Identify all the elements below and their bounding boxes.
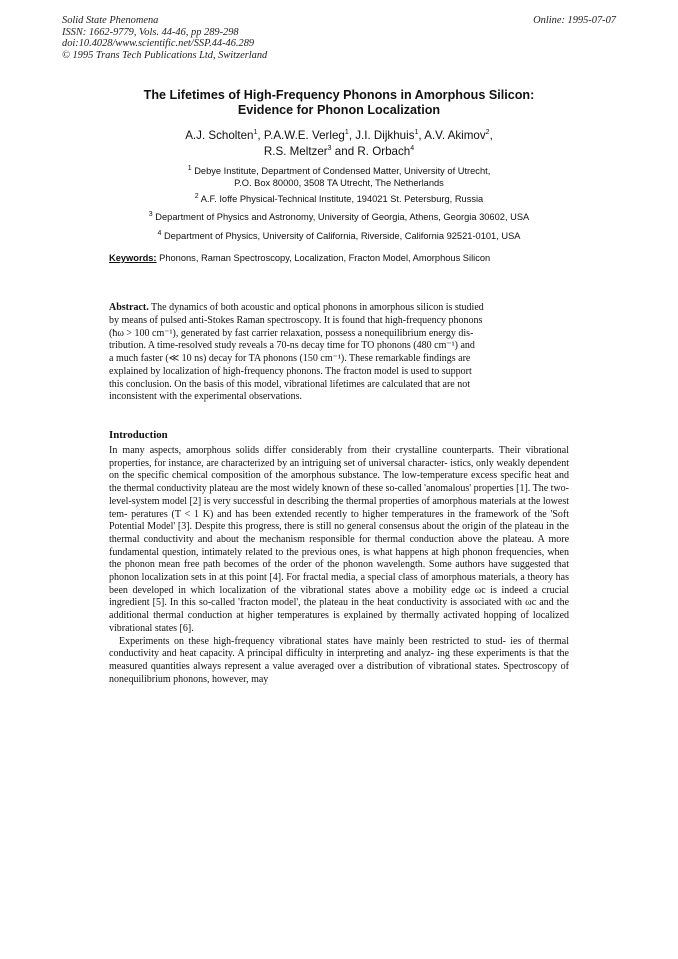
- affiliation-3: [80, 211, 598, 223]
- author-line-2: [100, 144, 578, 160]
- abstract-line: [109, 302, 569, 315]
- body-line: in the heat conductivity is associated with ωc and the additional thermal conduction at higher: [109, 597, 570, 622]
- body-line: mobility edge ωc is indeed a crucial ingredient [5]. In this so-called 'fracton model', the plateau: [109, 584, 570, 609]
- affiliation-text: Department of Physics and Astronomy, University of Georgia, Athens, Georgia 30602, USA: [155, 212, 530, 222]
- abstract-line: by means of pulsed anti-Stokes Raman spectroscopy. It is found that high-frequency phonons: [109, 314, 483, 326]
- affiliation-number: 4: [157, 229, 162, 237]
- author-affil-ref: 3: [327, 144, 332, 152]
- journal-name: Solid State Phenomena: [62, 15, 159, 26]
- abstract-label: Abstract.: [109, 302, 149, 313]
- keywords-text: Phonons, Raman Spectroscopy, Localization, Fracton Model, Amorphous Silicon: [159, 253, 491, 263]
- affiliation-number: 1: [187, 164, 192, 172]
- abstract-text: The dynamics of both acoustic and optical phonons in amorphous silicon is studied: [151, 302, 484, 313]
- affiliation-number: 3: [148, 210, 153, 218]
- keywords-label: Keywords:: [109, 253, 157, 263]
- abstract-line: inconsistent with the experimental observations.: [109, 391, 303, 403]
- body-line: In many aspects, amorphous solids differ considerably from their crystalline counterparts. Their: [109, 445, 521, 456]
- body-line: vibrational properties, for instance, are characterized by an intriguing set of universal character-: [109, 445, 570, 469]
- title-line-2: Evidence for Phonon Localization: [237, 103, 441, 117]
- section-heading-introduction: Introduction: [109, 429, 168, 441]
- author-affil-ref: 1: [414, 129, 419, 137]
- affiliation-text: Debye Institute, Department of Condensed Matter, University of Utrecht,: [194, 166, 491, 176]
- author-line-1: A.J. Scholten$^1$, P.A.W.E. Verleg$^1$, J.I. Dijkhuis$^1$, A.V. Akimov$^2$,: [185, 129, 493, 142]
- abstract-line: a much faster (≪ 10 ns) decay for TA phonons (150 cm⁻¹). These remarkable findings are: [109, 353, 471, 364]
- body-line: a distribution of vibrational states. Spectroscopy of nonequilibrium phonons, however, may: [109, 660, 570, 685]
- online-date: Online: 1995-07-07: [533, 15, 616, 26]
- affiliation-2: [80, 193, 598, 205]
- body-line: istics, only weakly dependent on the specific chemical composition of the amorphous substance.: [109, 457, 569, 482]
- title-line-1: The Lifetimes of High-Frequency Phonons in Amorphous Silicon:: [143, 88, 535, 102]
- affiliation-4: [80, 230, 598, 242]
- keywords: [109, 253, 490, 263]
- body-line: temperatures is explained by thermally activated hopping of localized vibrational states [6].: [109, 610, 570, 634]
- copyright-line: © 1995 Trans Tech Publications Ltd, Switzerland: [62, 49, 268, 61]
- affiliation-number: 2: [194, 192, 199, 200]
- abstract-line: this conclusion. On the basis of this model, vibrational lifetimes are calculated that are not: [109, 378, 471, 390]
- body-line: phonon localization sets in at this point [4]. For fractal media, a special class of amorphous: [109, 572, 476, 584]
- body-line: The low-temperature excess specific heat and the thermal conductivity plateau are the most: [109, 470, 569, 495]
- body-line: ies of thermal conductivity and heat capacity. A principal difficulty in interpreting and analyz-: [109, 635, 570, 660]
- doi-line[interactable]: doi:10.4028/www.scientific.net/SSP.44-46.289: [62, 38, 255, 50]
- affiliation-text: Department of Physics, University of California, Riverside, California 92521-0101, USA: [163, 231, 521, 241]
- affiliation-text: A.F. Ioffe Physical-Technical Institute, 194021 St. Petersburg, Russia: [200, 194, 484, 204]
- introduction-body: [109, 445, 569, 686]
- body-line: of the 'Soft Potential Model' [3]. Despite this progress, there is still no general consensus about: [109, 508, 569, 533]
- body-line: for thermal conduction above the plateau. A more fundamental question, intimately related: [109, 533, 570, 558]
- body-line: Experiments on these high-frequency vibrational states have mainly been restricted to stud-: [119, 635, 506, 647]
- abstract-line: tribution. A time-resolved study reveals a 70-ns decay time for TO phonons (480 cm⁻¹) and: [109, 340, 475, 352]
- author-name: A.J. Scholten: [185, 129, 254, 142]
- affiliation-line: P.O. Box 80000, 3508 TA Utrecht, The Netherlands: [234, 178, 444, 188]
- author-name: R. Orbach: [357, 144, 411, 158]
- author-conjunction: and: [334, 144, 355, 158]
- body-line: the origin of the plateau in the thermal conductivity and about the mechanism responsible: [109, 521, 569, 545]
- abstract-line: explained by localization of high-frequency phonons. The fracton model is used to support: [109, 365, 472, 377]
- author-name: P.A.W.E. Verleg: [263, 129, 345, 142]
- body-line: to the previous ones, is what happens at high phonon frequencies, when the phonon mean: [109, 546, 569, 571]
- author-name: R.S. Meltzer: [263, 144, 328, 158]
- author-affil-ref: 4: [410, 144, 415, 152]
- author-affil-ref: 1: [344, 129, 349, 137]
- introduction-paragraph-2: [109, 636, 569, 687]
- author-list: [100, 128, 578, 159]
- author-name: A.V. Akimov: [424, 129, 486, 142]
- introduction-paragraph-1: [109, 445, 569, 636]
- paper-title: [100, 88, 578, 118]
- body-line: peratures (T < 1 K) and has been extended recently to higher temperatures in the framework: [131, 508, 519, 520]
- body-line: very successful in describing the thermal properties of amorphous materials at the lowest tem-: [109, 495, 569, 520]
- author-name: J.I. Dijkhuis: [355, 129, 415, 142]
- affiliation-1: [80, 165, 598, 189]
- body-line: ing these experiments is that the measured quantities always represent a value averaged over: [109, 648, 569, 672]
- author-affil-ref: 1: [253, 129, 258, 137]
- abstract: [109, 302, 569, 404]
- body-line: widely known of these so-called 'anomalous' properties [1]. The two-level-system model [2] is: [109, 483, 570, 507]
- journal-header: [62, 15, 267, 61]
- abstract-line: (ħω > 100 cm⁻¹), generated by fast carrier relaxation, possess a nonequilibrium energy dis-: [109, 327, 474, 339]
- body-line: free path becomes of the order of the phonon wavelength. Some authors have suggested that: [183, 559, 570, 571]
- author-affil-ref: 2: [485, 129, 490, 137]
- affiliation-line: [80, 165, 598, 177]
- body-line: materials, a theory has been developed in which localization of the vibrational states above a: [109, 572, 570, 596]
- issn-line: ISSN: 1662-9779, Vols. 44-46, pp 289-298: [62, 26, 239, 38]
